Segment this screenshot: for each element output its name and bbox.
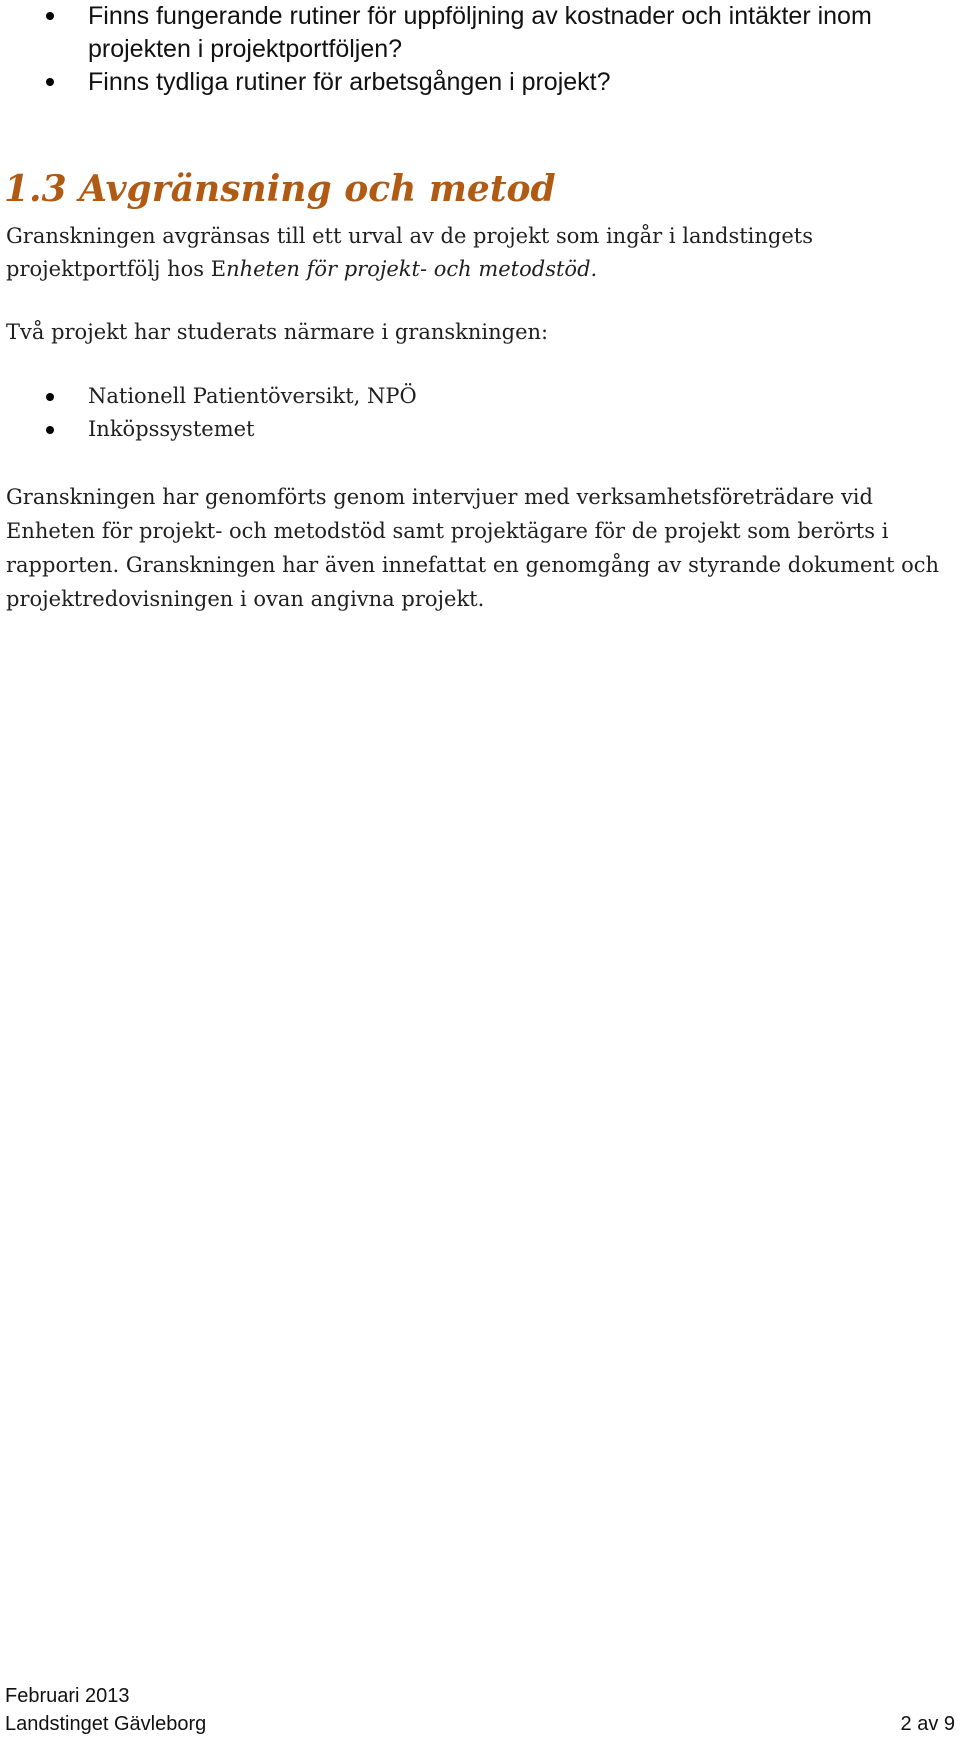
footer-organization: Landstinget Gävleborg xyxy=(5,1713,207,1735)
list-item xyxy=(0,413,960,446)
list-item xyxy=(0,0,960,66)
project-name: Nationell Patientöversikt, NPÖ xyxy=(88,384,417,408)
footer-date: Februari 2013 xyxy=(5,1685,130,1707)
unit-name-emphasis: nheten för projekt- och metodstöd. xyxy=(226,257,598,281)
page-number: 2 av 9 xyxy=(900,1713,955,1735)
question-list xyxy=(0,0,960,99)
bullet-icon xyxy=(46,12,54,20)
bullet-icon xyxy=(46,78,54,86)
question-text: Finns tydliga rutiner för arbetsgången i projekt? xyxy=(88,68,611,96)
scope-text: Granskningen avgränsas till ett urval av de projekt som ingår i landstingets projektportfölj hos E xyxy=(6,224,814,281)
studied-intro: Två projekt har studerats närmare i granskningen: xyxy=(6,320,549,344)
project-name: Inköpssystemet xyxy=(88,417,255,441)
scope-paragraph xyxy=(6,220,956,286)
method-paragraph: Granskningen har genomförts genom intervjuer med verksamhetsföreträdare vid Enheten för projekt- och metodstöd samt projektägare för de projekt som berörts i rapporten. Granskningen har även innefattat en genomgång av styrande dokument och projektredovisningen i ovan angivna projekt. xyxy=(6,485,940,611)
bullet-icon xyxy=(46,393,54,401)
section-heading: 1.3 Avgränsning och metod xyxy=(4,168,556,210)
footer-row xyxy=(5,1711,955,1737)
list-item xyxy=(0,66,960,99)
question-text: Finns fungerande rutiner för uppföljning av kostnader och intäkter inom projekten i projektportföljen? xyxy=(88,2,872,63)
list-item xyxy=(0,380,960,413)
studied-projects-list xyxy=(0,380,960,446)
bullet-icon xyxy=(46,426,54,434)
